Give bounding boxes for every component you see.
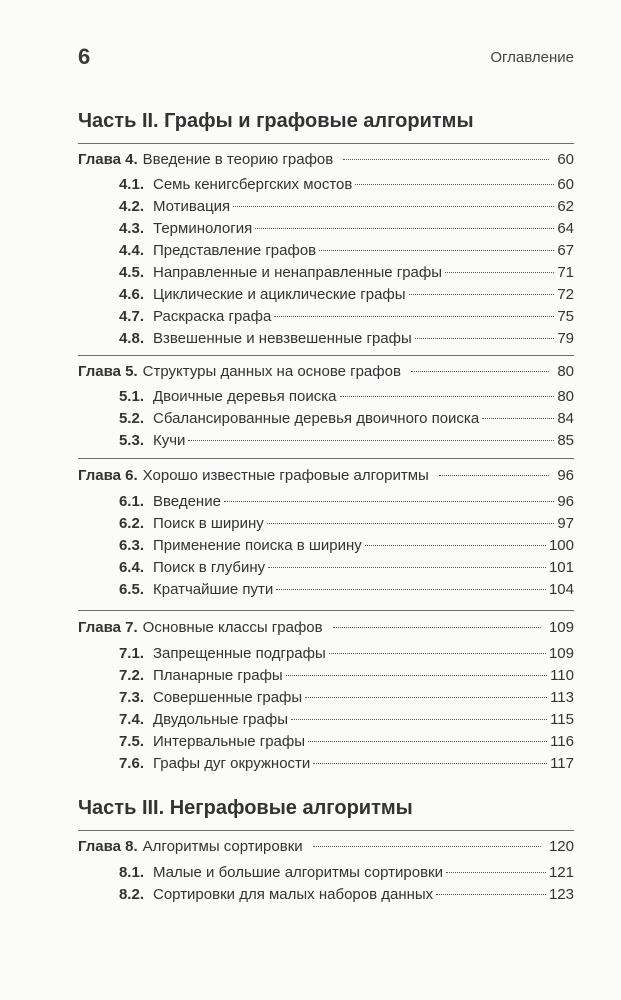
dot-leader: [415, 338, 555, 339]
dot-leader: [276, 589, 546, 590]
dot-leader: [319, 250, 554, 251]
section-number: 4.1.: [118, 176, 144, 193]
section-title: Графы дуг окружности: [153, 755, 311, 772]
page-ref: 96: [557, 493, 574, 510]
dot-leader: [267, 523, 555, 524]
section-number: 4.2.: [118, 198, 144, 215]
toc-section-entry: [100, 535, 574, 556]
toc-section-entry: [100, 408, 574, 429]
page-ref: 80: [557, 388, 574, 405]
page-ref: 80: [557, 363, 574, 380]
page-ref: 67: [557, 242, 574, 259]
chapter-title: Хорошо известные графовые алгоритмы: [142, 467, 429, 484]
chapter-label: Глава 4.: [78, 151, 138, 168]
chapter-title: Введение в теорию графов: [142, 151, 334, 168]
section-number: 7.3.: [118, 689, 144, 706]
section-number: 7.6.: [118, 755, 144, 772]
dot-leader: [445, 272, 554, 273]
page-ref: 72: [557, 286, 574, 303]
toc-section-entry: [100, 731, 574, 752]
dot-leader: [355, 184, 554, 185]
part-heading: Часть III. Неграфовые алгоритмы: [78, 797, 413, 819]
part-heading: Часть II. Графы и графовые алгоритмы: [78, 110, 474, 132]
section-title: Поиск в глубину: [153, 559, 266, 576]
dot-leader: [446, 872, 546, 873]
section-title: Мотивация: [153, 198, 231, 215]
toc-section-entry: [100, 174, 574, 195]
page-ref: 120: [548, 838, 574, 855]
dot-leader: [436, 894, 546, 895]
section-title: Семь кенигсбергских мостов: [153, 176, 353, 193]
page-ref: 104: [548, 581, 574, 598]
section-title: Запрещенные подграфы: [153, 645, 326, 662]
toc-section-entry: [100, 386, 574, 407]
section-title: Введение: [153, 493, 221, 510]
chapter-title: Основные классы графов: [142, 619, 323, 636]
toc-chapter-entry: [78, 361, 574, 382]
dot-leader: [291, 719, 547, 720]
dot-leader: [409, 294, 555, 295]
toc-section-entry: [100, 328, 574, 349]
page-ref: 75: [557, 308, 574, 325]
chapter-title: Структуры данных на основе графов: [142, 363, 401, 380]
dot-leader: [482, 418, 554, 419]
running-head: Оглавление: [490, 49, 574, 66]
section-number: 4.7.: [118, 308, 144, 325]
section-title: Терминология: [153, 220, 253, 237]
page-ref: 64: [557, 220, 574, 237]
toc-chapter-entry: [78, 617, 574, 638]
toc-chapter-entry: [78, 836, 574, 857]
toc-section-entry: [100, 513, 574, 534]
section-title: Циклические и ациклические графы: [153, 286, 406, 303]
page-ref: 60: [557, 151, 574, 168]
section-number: 5.2.: [118, 410, 144, 427]
chapter-title: Алгоритмы сортировки: [142, 838, 303, 855]
page-number: 6: [78, 44, 91, 69]
dot-leader: [308, 741, 547, 742]
section-number: 8.1.: [118, 864, 144, 881]
section-title: Двоичные деревья поиска: [153, 388, 337, 405]
dot-leader: [233, 206, 554, 207]
section-title: Сортировки для малых наборов данных: [153, 886, 434, 903]
section-title: Кратчайшие пути: [153, 581, 274, 598]
chapter-label: Глава 8.: [78, 838, 138, 855]
section-number: 6.4.: [118, 559, 144, 576]
part-rule: [78, 830, 574, 831]
toc-section-entry: [100, 884, 574, 905]
page-ref: 113: [550, 689, 574, 706]
toc-section-entry: [100, 687, 574, 708]
section-title: Двудольные графы: [153, 711, 288, 728]
page-ref: 62: [557, 198, 574, 215]
section-title: Малые и большие алгоритмы сортировки: [153, 864, 443, 881]
chapter-label: Глава 7.: [78, 619, 138, 636]
chapter-rule: [78, 610, 574, 611]
page-ref: 60: [557, 176, 574, 193]
page-ref: 117: [550, 755, 574, 772]
section-number: 7.5.: [118, 733, 144, 750]
section-number: 6.1.: [118, 493, 144, 510]
section-number: 4.8.: [118, 330, 144, 347]
toc-section-entry: [100, 709, 574, 730]
page-ref: 116: [550, 733, 574, 750]
dot-leader: [274, 316, 554, 317]
dot-leader: [305, 697, 547, 698]
dot-leader: [411, 371, 549, 372]
dot-leader: [343, 159, 549, 160]
section-title: Раскраска графа: [153, 308, 272, 325]
dot-leader: [286, 675, 547, 676]
toc-section-entry: [100, 262, 574, 283]
toc-section-entry: [100, 557, 574, 578]
section-title: Сбалансированные деревья двоичного поиска: [153, 410, 480, 427]
section-number: 4.3.: [118, 220, 144, 237]
toc-section-entry: [100, 491, 574, 512]
page-ref: 71: [557, 264, 574, 281]
toc-section-entry: [100, 306, 574, 327]
toc-section-entry: [100, 284, 574, 305]
section-number: 7.4.: [118, 711, 144, 728]
toc-chapter-entry: [78, 149, 574, 170]
toc-section-entry: [100, 753, 574, 774]
dot-leader: [224, 501, 554, 502]
section-title: Применение поиска в ширину: [153, 537, 362, 554]
page-ref: 96: [557, 467, 574, 484]
toc-section-entry: [100, 579, 574, 600]
section-title: Направленные и ненаправленные графы: [153, 264, 443, 281]
dot-leader: [313, 763, 547, 764]
section-number: 8.2.: [118, 886, 144, 903]
dot-leader: [439, 475, 550, 476]
toc-section-entry: [100, 196, 574, 217]
section-number: 7.2.: [118, 667, 144, 684]
section-title: Представление графов: [153, 242, 317, 259]
page-ref: 97: [557, 515, 574, 532]
page-ref: 123: [548, 886, 574, 903]
chapter-rule: [78, 458, 574, 459]
section-number: 4.5.: [118, 264, 144, 281]
page-ref: 84: [557, 410, 574, 427]
dot-leader: [333, 627, 541, 628]
chapter-rule: [78, 355, 574, 356]
page-ref: 110: [550, 667, 574, 684]
section-number: 5.1.: [118, 388, 144, 405]
toc-section-entry: [100, 643, 574, 664]
section-number: 4.4.: [118, 242, 144, 259]
toc-section-entry: [100, 218, 574, 239]
toc-chapter-entry: [78, 465, 574, 486]
page-ref: 85: [557, 432, 574, 449]
page-ref: 100: [548, 537, 574, 554]
section-number: 6.3.: [118, 537, 144, 554]
section-number: 5.3.: [118, 432, 144, 449]
section-title: Совершенные графы: [153, 689, 303, 706]
page-ref: 79: [557, 330, 574, 347]
page-ref: 121: [548, 864, 574, 881]
dot-leader: [188, 440, 554, 441]
page-ref: 101: [548, 559, 574, 576]
dot-leader: [255, 228, 554, 229]
page-ref: 115: [550, 711, 574, 728]
section-title: Интервальные графы: [153, 733, 306, 750]
dot-leader: [313, 846, 541, 847]
page-ref: 109: [548, 645, 574, 662]
section-title: Планарные графы: [153, 667, 283, 684]
dot-leader: [329, 653, 546, 654]
page-ref: 109: [548, 619, 574, 636]
toc-section-entry: [100, 862, 574, 883]
dot-leader: [340, 396, 555, 397]
section-title: Взвешенные и невзвешенные графы: [153, 330, 412, 347]
section-number: 6.2.: [118, 515, 144, 532]
section-number: 4.6.: [118, 286, 144, 303]
toc-section-entry: [100, 430, 574, 451]
dot-leader: [365, 545, 546, 546]
toc-section-entry: [100, 240, 574, 261]
section-title: Поиск в ширину: [153, 515, 264, 532]
chapter-label: Глава 6.: [78, 467, 138, 484]
chapter-label: Глава 5.: [78, 363, 138, 380]
dot-leader: [268, 567, 546, 568]
section-title: Кучи: [153, 432, 186, 449]
section-number: 7.1.: [118, 645, 144, 662]
part-rule: [78, 143, 574, 144]
toc-section-entry: [100, 665, 574, 686]
section-number: 6.5.: [118, 581, 144, 598]
